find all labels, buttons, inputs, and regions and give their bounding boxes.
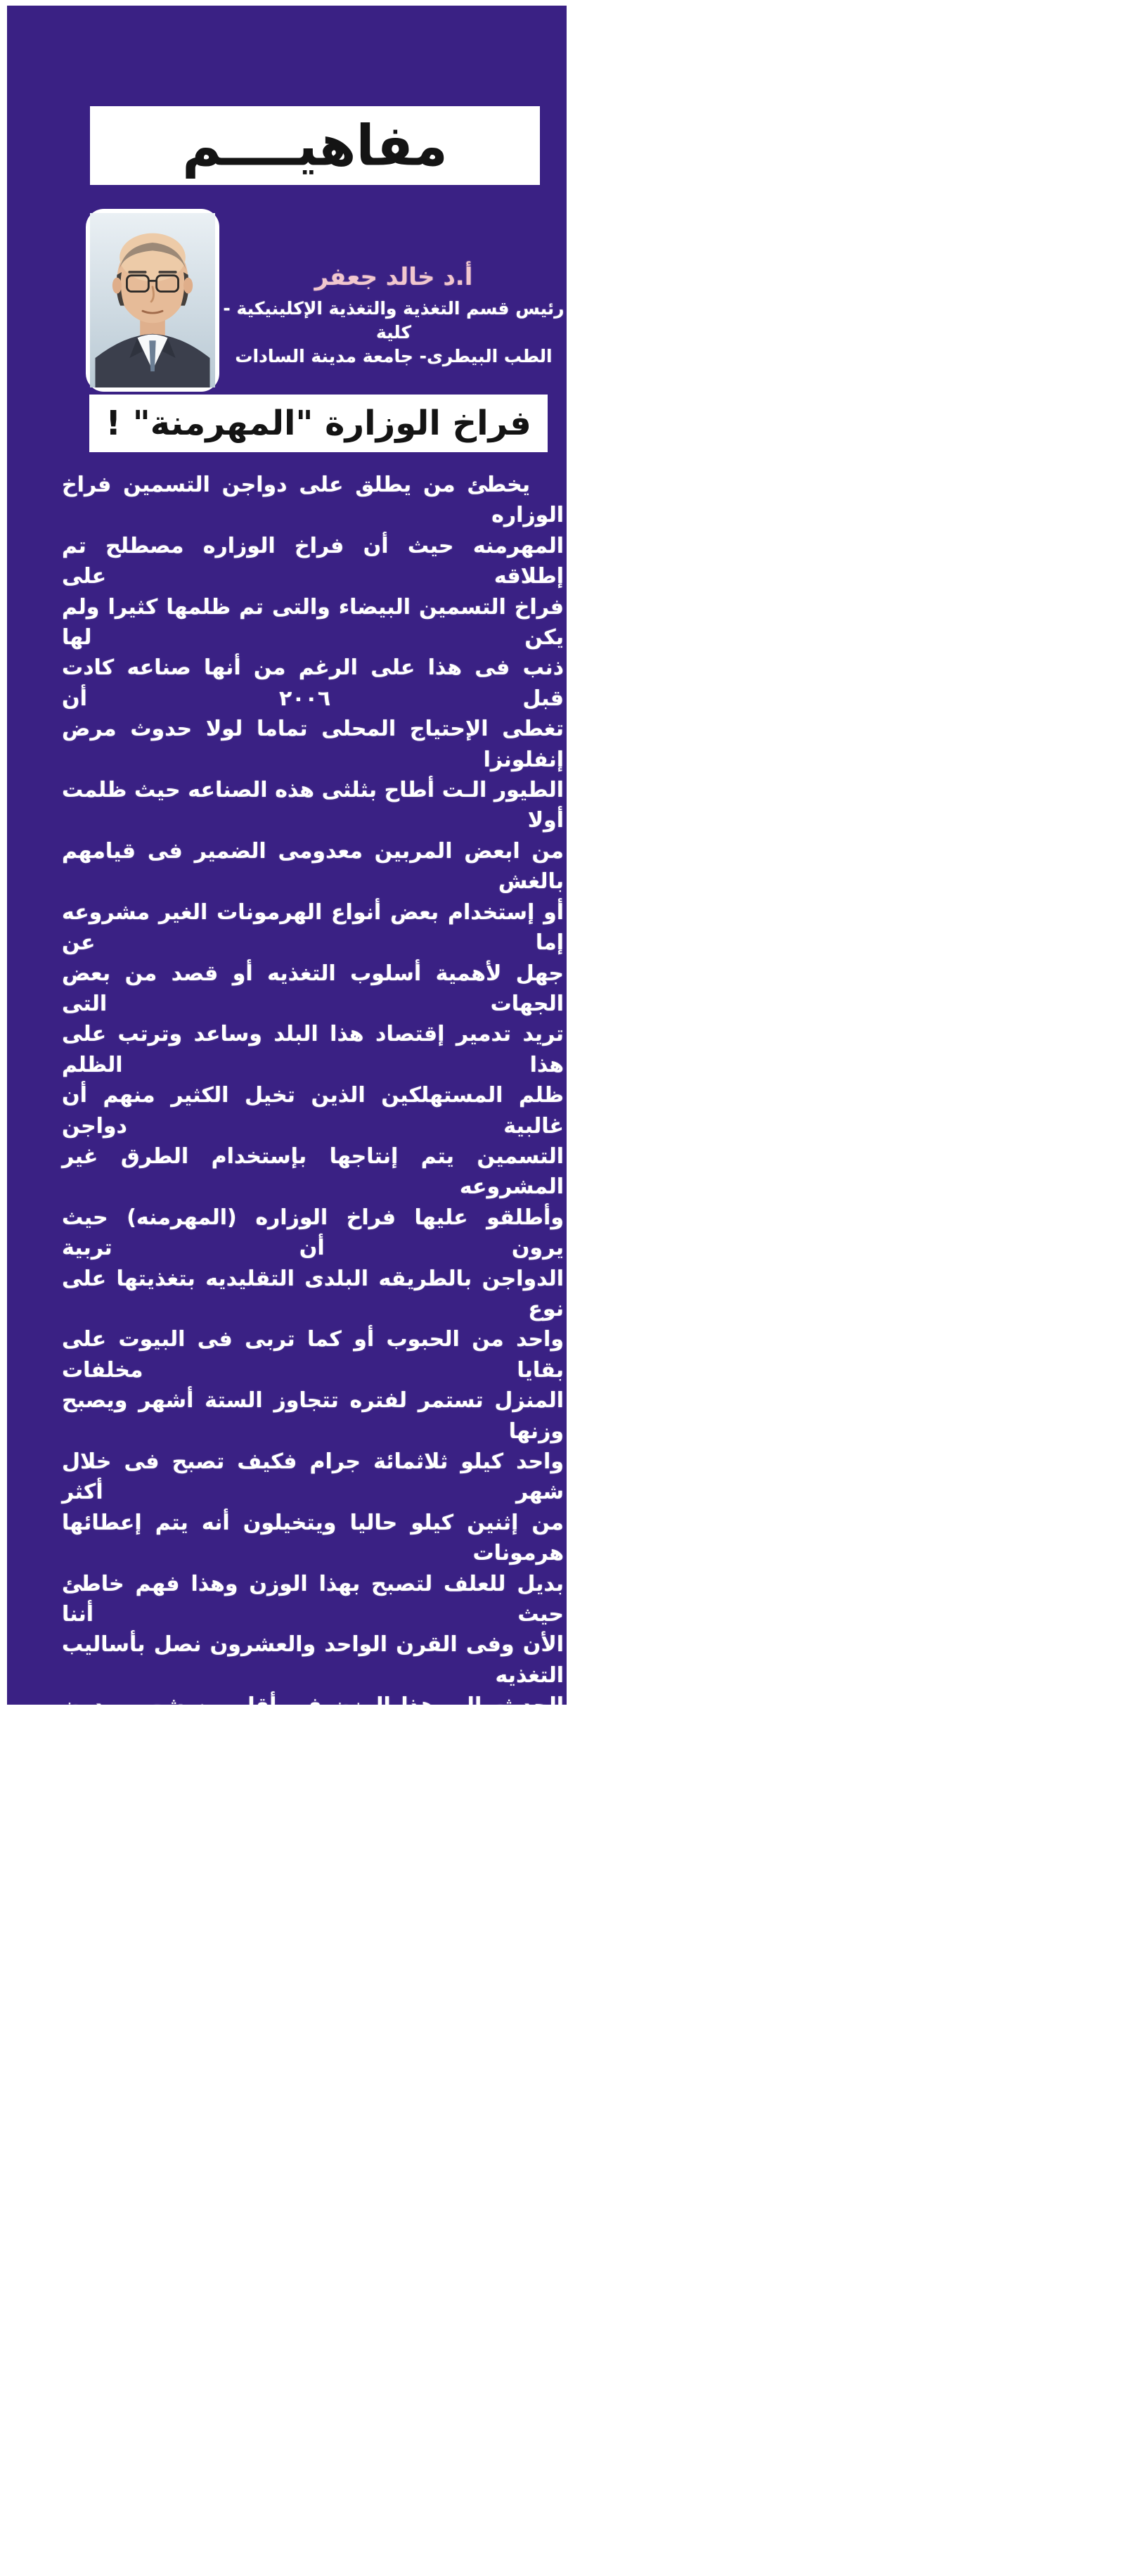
article-text-line: من إثنين كيلو حاليا ويتخيلون أنه يتم إعطائها هرمونات <box>62 1510 564 1566</box>
article-text-line: فى مصر حيث الإداره الملائمه لتوحشها وإستطانها لهذا <box>62 1999 564 2054</box>
article-text-line: يخطئ من يطلق على دواجن التسمين فراخ الوزاره <box>62 473 564 528</box>
author-role-line-2: الطب البيطرى- جامعة مدينة السادات <box>235 346 553 366</box>
article-text-line: البلد الطيب ويزيد هذ الظلم من الحكومه بسوء تعاملها <box>62 2060 564 2115</box>
article-text-line: المنزل تستمر لفتره تتجاوز الستة أشهر ويصبح وزنها <box>62 1388 564 1444</box>
article-text-line: المهرمنه حيث أن فراخ الوزاره مصطلح تم إطلاقه على <box>62 533 564 589</box>
article-text-line: أو مواجهة الأوبئه الوافده والتى أصبحت تهوى وجودها <box>62 1937 564 1993</box>
article-text-line: مع توفير خامات الأعلاف لها مثل عدم دعم الدوله لإنتاج <box>62 2120 564 2177</box>
author-photo <box>86 209 219 392</box>
article-text-line: التسمين يتم إنتاجها بإستخدام الطرق غير المشروعه <box>62 1143 564 1200</box>
article-text-line: مساحات شواطئ فى العالم. <box>271 2548 564 2573</box>
article-body <box>62 470 564 2576</box>
article-text-line: من تكلفة أعلاف الدواجن ومثل السكوت التام على محتكرى <box>62 2243 564 2298</box>
article-text-line: تغطى الإحتياج المحلى تماما لولا حدوث مرض إنفلونزا <box>62 717 564 772</box>
article-text-line: بين وهناك ظلم أخر تعرضت له دواجن التسمين وهو ظلم <box>62 1815 564 1871</box>
article-text-line: أو إستخدام بعض أنواع الهرمونات الغير مشروعه إما عن <box>62 899 564 956</box>
article-text-line: جهل لأهمية أسلوب التغذيه أو قصد من بعض الجهات التى <box>62 961 564 1016</box>
section-header-title: مفاهيــــم <box>182 112 448 179</box>
article-text-line: الأن وفى القرن الواحد والعشرون نصل بأساليب التغذيه <box>62 1632 564 1688</box>
article-text-line: الطيور الـت أطاح بثلثى هذه الصناعه حيث ظلمت أولا <box>62 778 564 833</box>
section-header-box <box>90 106 540 185</box>
article-text-line: وفقرنا فى إنتاج الأسماك على الرغم من إمتلاكنا لأكبر <box>62 2487 564 2543</box>
article-title: فراخ الوزارة "المهرمنة" ! <box>105 404 531 443</box>
article-text-line: ذنب فى هذا على الرغم من أنها صناعه كادت قبل ٢٠٠٦ أن <box>62 655 564 711</box>
author-name: أ.د خالد جعفر <box>314 263 473 291</box>
author-role-line-1: رئيس قسم التغذية والتغذية الإكلينيكية - كلية <box>223 298 564 342</box>
article-text-line: إستيراد خامات الأعلاف من الخارج لذالك تم ظلم الفراخ <box>62 2304 564 2359</box>
article-title-box <box>89 395 548 452</box>
article-text-line: وأطلقو عليها فراخ الوزاره (المهرمنه) حيث يرون أن تربية <box>62 1205 564 1261</box>
article-text-line: الحديثه الى هذا الوزن فى أقل من شهر وبدون إضافات ضاره <box>62 1693 564 1749</box>
article-text-line: الحكومه لها وذالك بسوء تعاملها فى طرق مكافحة الأمراض <box>62 1876 564 1933</box>
article-text-line: تريد تدمير إقتصاد هذا البلد وساعد وترتب على هذا الظلم <box>62 1022 564 1077</box>
article-text-line: الدواجن بالطريقه البلدى التقليديه بتغذيتها على نوع <box>62 1266 564 1321</box>
article-text-line: ظلم المستهلكين الذين تخيل الكثير منهم أن غالبية دواجن <box>62 1083 564 1139</box>
article-text-line: غير مشروعه وبذالك يتم ظلم هذا النوع من الدواجن ظلم <box>62 1755 564 1810</box>
article-text-line: فراخ التسمين البيضاء والتى تم ظلمها كثيرا ولم يكن لها <box>62 594 564 651</box>
article-text-line: بديل للعلف لتصبح بهذا الوزن وهذا فهم خاطئ حيث أننا <box>62 1571 564 1627</box>
article-text-line: الأذره الصفراء والفول الصويا والذين يمثلون أكثر من ٧٠٪ <box>62 2181 564 2238</box>
article-text-line: البيضاء من الكثير من الجهات ونتمنى أن يأتى اليوم ونعود <box>62 2365 564 2421</box>
article-text-line: من ابعض المربين معدومى الضمير فى قيامهم بالغش <box>62 838 564 895</box>
author-block <box>218 263 569 369</box>
magazine-column <box>7 6 567 2573</box>
portrait-illustration <box>90 213 215 387</box>
article-text-line: للإكتفاء الذاتى منها فى ظل تهاوى إنتاج اللحوم الحمراء <box>62 2426 564 2482</box>
article-text-line: واحد من الحبوب أو كما تربى فى البيوت على بقايا مخلفات <box>62 1327 564 1383</box>
article-text-line: واحد كيلو ثلاثمائة جرام فكيف تصبح فى خلال شهر أكثر <box>62 1449 564 1505</box>
